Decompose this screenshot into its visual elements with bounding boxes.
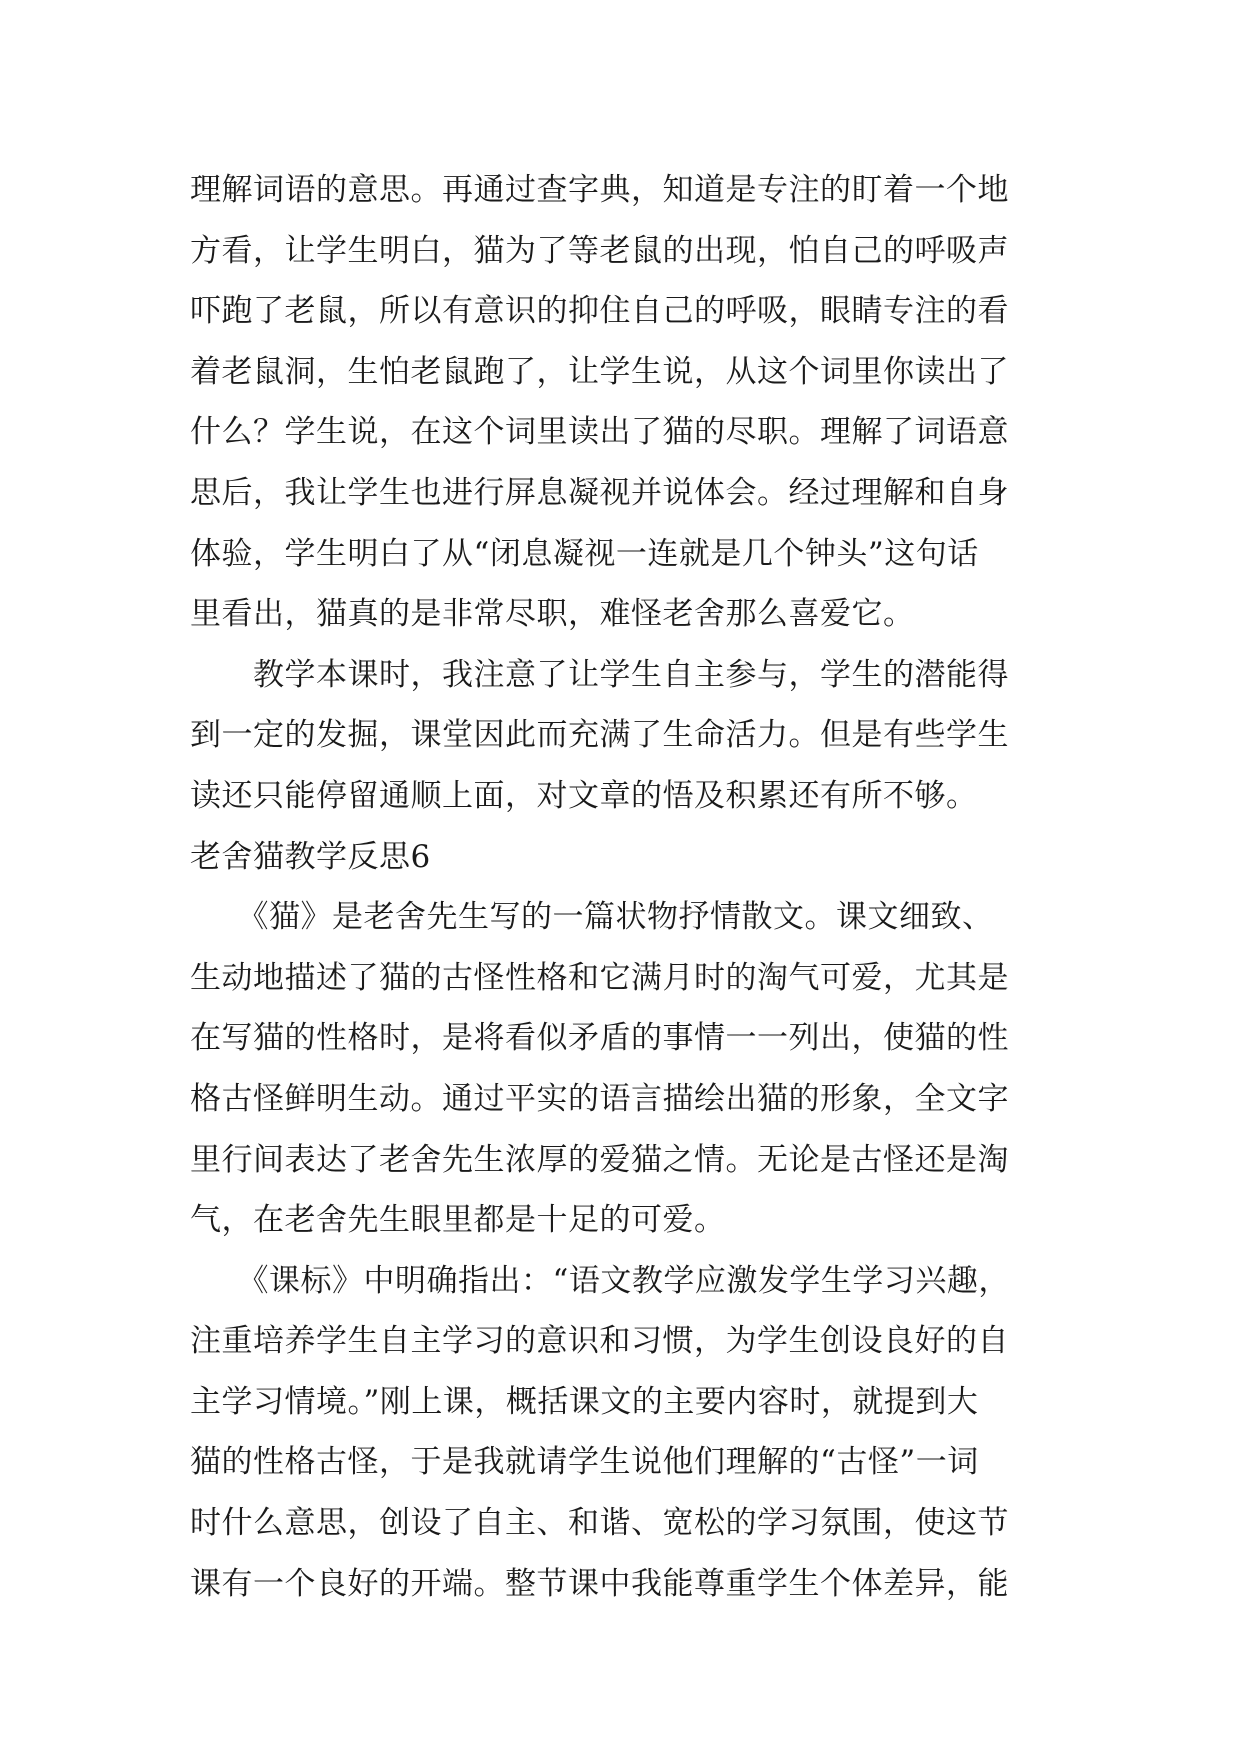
text-line: 在写猫的性格时，是将看似矛盾的事情一一列出，使猫的性 [190,1020,1009,1057]
text-line: 什么？学生说，在这个词里读出了猫的尽职。理解了词语意 [190,414,1009,451]
text-line: 生动地描述了猫的古怪性格和它满月时的淘气可爱，尤其是 [190,959,1009,996]
text-line: 到一定的发掘，课堂因此而充满了生命活力。但是有些学生 [190,717,1009,754]
text-line: 教学本课时，我注意了让学生自主参与，学生的潜能得 [190,656,1009,693]
text-line: 《猫》是老舍先生写的一篇状物抒情散文。课文细致、 [190,899,994,936]
text-line: 注重培养学生自主学习的意识和习惯，为学生创设良好的自 [190,1323,1009,1360]
text-line: 《课标》中明确指出：“语文教学应激发学生学习兴趣， [190,1262,1010,1299]
body-text [190,160,1070,1614]
text-line: 主学习情境。”刚上课，概括课文的主要内容时，就提到大 [190,1383,979,1420]
text-line: 思后，我让学生也进行屏息凝视并说体会。经过理解和自身 [190,474,1009,511]
text-line: 吓跑了老鼠，所以有意识的抑住自己的呼吸，眼睛专注的看 [190,293,1009,330]
text-line: 着老鼠洞，生怕老鼠跑了，让学生说，从这个词里你读出了 [190,353,1009,390]
text-line: 读还只能停留通顺上面，对文章的悟及积累还有所不够。 [190,777,978,814]
text-line: 理解词语的意思。再通过查字典，知道是专注的盯着一个地 [190,172,1009,208]
text-line: 体验，学生明白了从“闭息凝视一连就是几个钟头”这句话 [190,535,979,572]
text-line: 课有一个良好的开端。整节课中我能尊重学生个体差异，能 [190,1565,1009,1602]
text-line: 格古怪鲜明生动。通过平实的语言描绘出猫的形象，全文字 [190,1080,1009,1117]
section-heading: 老舍猫教学反思6 [190,838,431,875]
text-line: 里行间表达了老舍先生浓厚的爱猫之情。无论是古怪还是淘 [190,1141,1009,1178]
text-line: 方看，让学生明白，猫为了等老鼠的出现，怕自己的呼吸声 [190,232,1009,269]
text-line: 猫的性格古怪，于是我就请学生说他们理解的“古怪”一词 [190,1444,979,1481]
text-line: 时什么意思，创设了自主、和谐、宽松的学习氛围，使这节 [190,1505,1009,1542]
text-line: 气，在老舍先生眼里都是十足的可爱。 [190,1202,726,1239]
text-line: 里看出，猫真的是非常尽职，难怪老舍那么喜爱它。 [190,596,915,633]
